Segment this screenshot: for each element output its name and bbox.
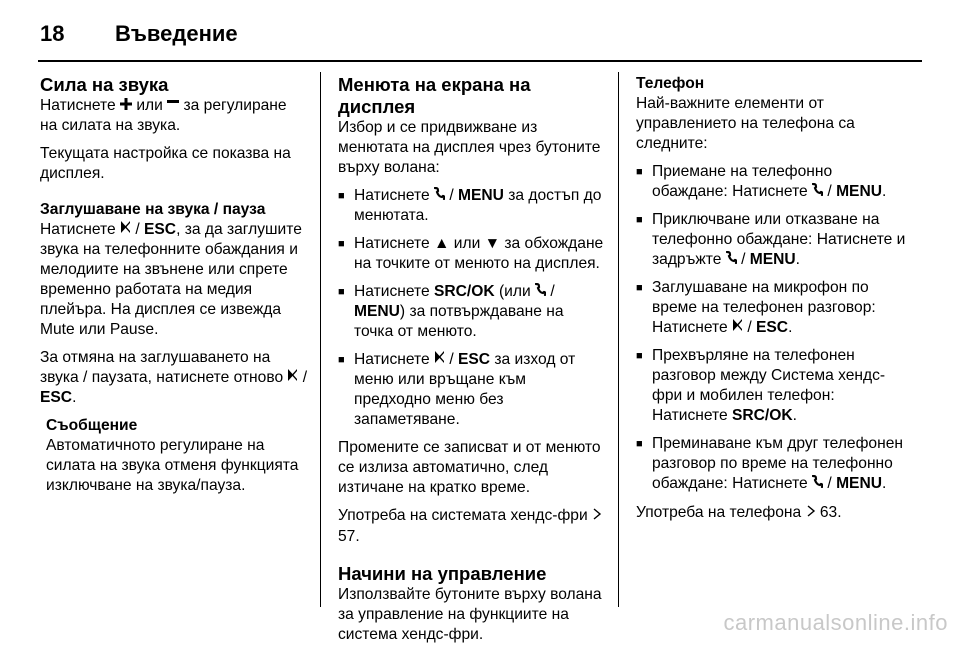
minus-icon: [167, 96, 179, 116]
heading-methods: Начини на управление: [338, 562, 547, 584]
page-ref-arrow-icon: [806, 503, 816, 523]
paragraph-menus-intro: Избор и се придвижване из менютата на дисплея чрез бутоните върху волана:: [338, 119, 601, 176]
phone-icon: [812, 474, 823, 494]
mute-speaker-icon: [434, 350, 445, 370]
list-item: ■ Приемане на телефонно обаждане: Натиснете / MENU.: [636, 162, 906, 202]
list-item: ■ Заглушаване на микрофон по време на телефонен разговор: Натиснете / ESC.: [636, 278, 906, 338]
paragraph-phone-intro: Най-важните елементи от управлението на телефона са следните:: [636, 95, 855, 152]
column-menus: [338, 74, 606, 653]
heading-menus: Менюта на екрана на дисплея: [338, 74, 531, 117]
paragraph-phone-ref: Употреба на телефона 63.: [636, 503, 842, 521]
note-title: Съобщение: [46, 417, 138, 435]
watermark-brand: carmanualsonline.info: [723, 610, 948, 635]
menu-steps-list: [338, 186, 606, 430]
phone-icon: [812, 182, 823, 202]
phone-icon: [434, 186, 445, 206]
heading-mute: Заглушаване на звука / пауза: [40, 201, 266, 219]
paragraph-volume-adjust: Натиснете или за регулиране на силата на звука.: [40, 97, 287, 135]
list-item: ■ Натиснете ▲ или ▼ за обхождане на точките от менюто на дисплея.: [338, 234, 606, 274]
paragraph-methods: Използвайте бутоните върху волана за управление на функциите на система хендс-фри.: [338, 585, 602, 643]
list-item: ■ Натиснете / ESC за изход от меню или връщане към предходно меню без запаметяване.: [338, 350, 606, 430]
list-item: ■ Прехвърляне на телефонен разговор между Система хендс-фри и мобилен телефон: Натиснете SRC/OK.: [636, 346, 906, 426]
column-divider: [320, 72, 321, 607]
heading-volume: Сила на звука: [40, 74, 169, 95]
mute-speaker-icon: [732, 318, 743, 338]
page-header: [40, 14, 238, 54]
note-box: [40, 416, 308, 496]
phone-steps-list: [636, 162, 906, 495]
column-volume: [40, 74, 308, 496]
page-ref-arrow-icon: [592, 506, 602, 526]
paragraph-mute: Натиснете / ESC, за да заглушите звука на телефонните обаждания и мелодиите на звънене или спрете временно работата на медия плейъра. На дисплея се извежда Mute или Pause.: [40, 221, 302, 339]
up-arrow-icon: ▲: [433, 235, 450, 253]
list-item: ■ Преминаване към друг телефонен разговор по време на телефонно обаждане: Натиснете / MENU.: [636, 434, 906, 494]
mute-speaker-icon: [120, 220, 131, 240]
phone-icon: [535, 282, 546, 302]
heading-phone: Телефон: [636, 75, 705, 92]
mute-speaker-icon: [287, 368, 298, 388]
down-arrow-icon: ▼: [484, 235, 501, 253]
plus-icon: [120, 96, 132, 116]
column-divider: [618, 72, 619, 607]
note-text: Автоматичното регулиране на силата на звука отменя функцията изключване на звука/пауза.: [46, 437, 299, 495]
paragraph-auto-save: Промените се записват и от менюто се излиза автоматично, след изтичане на кратко време.: [338, 439, 601, 497]
column-phone: [636, 74, 906, 531]
header-rule: [38, 60, 922, 62]
page-number: 18: [40, 21, 65, 46]
phone-icon: [726, 250, 737, 270]
paragraph-volume-display: Текущата настройка се показва на дисплея.: [40, 145, 291, 183]
list-item: ■ Приключване или отказване на телефонно обаждане: Натиснете и задръжте / MENU.: [636, 210, 906, 270]
paragraph-handsfree-ref: Употреба на системата хендс-фри 57.: [338, 506, 606, 546]
page-title: Въведение: [115, 21, 238, 46]
paragraph-unmute: За отмяна на заглушаването на звука / паузата, натиснете отново / ESC.: [40, 349, 308, 407]
list-item: ■ Натиснете SRC/OK (или / MENU) за потвърждаване на точка от менюто.: [338, 282, 606, 342]
list-item: ■ Натиснете / MENU за достъп до менютата.: [338, 186, 606, 226]
